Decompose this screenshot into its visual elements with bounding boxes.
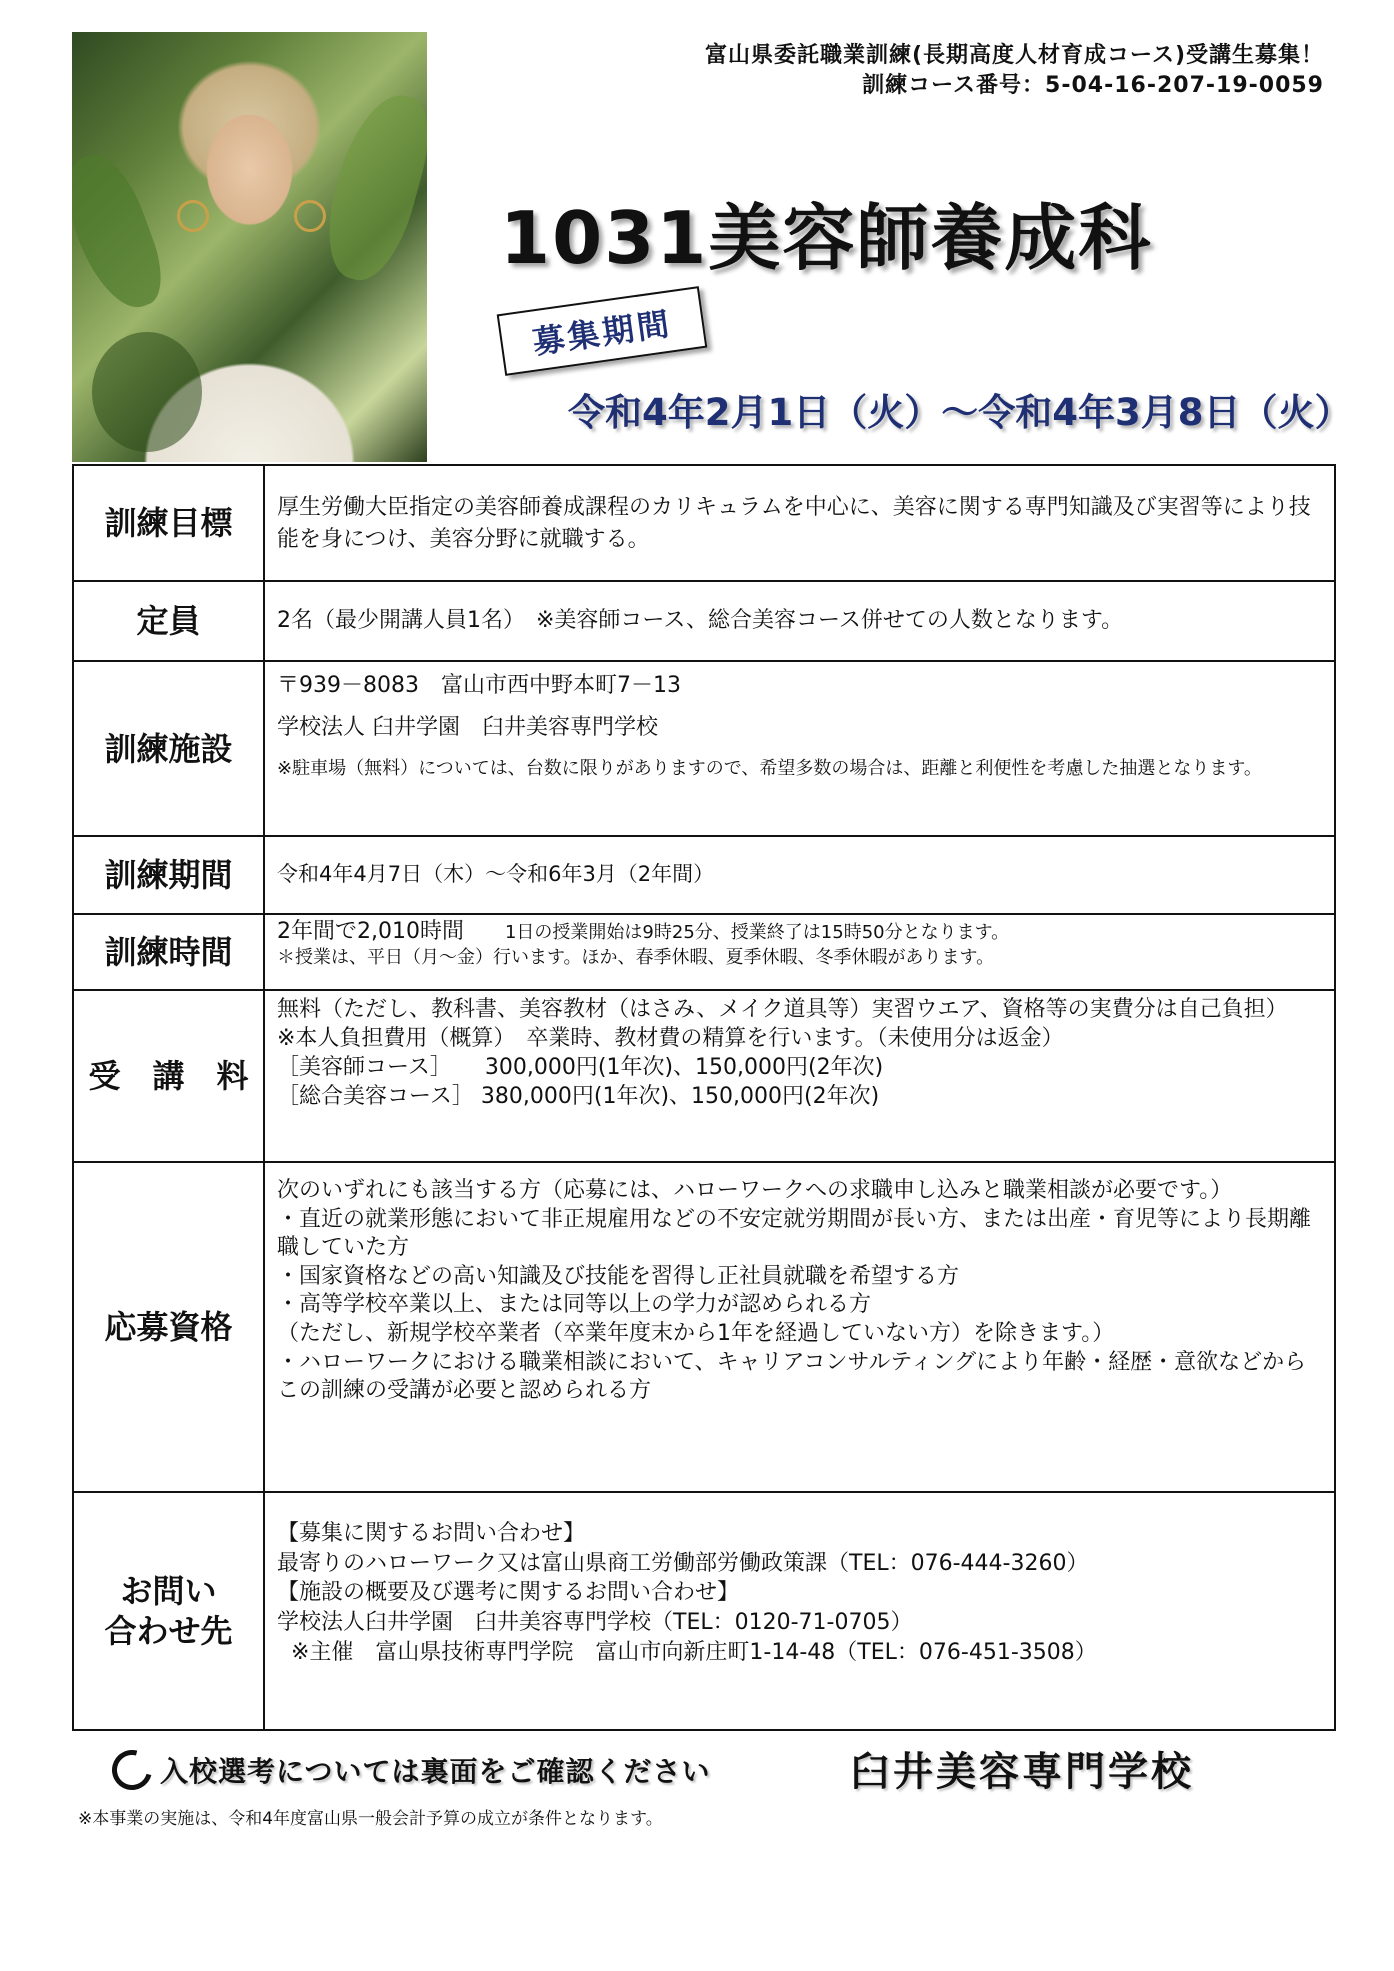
contact-line-3: ※主催 富山県技術専門学院 富山市向新庄町1-14-48（TEL：076-451-3508） [291,1639,1097,1665]
recruit-period: 令和4年2月1日（火）～令和4年3月8日（火） [568,391,1352,434]
course-title: 1031美容師養成科 [500,196,1153,280]
table-row [73,661,1335,836]
eligibility-item-2: ・国家資格などの高い知識及び技能を習得し正社員就職を希望する方 [277,1263,960,1289]
table-row [73,990,1335,1162]
leaf-shape [72,145,173,319]
budget-note: ※本事業の実施は、令和4年度富山県一般会計予算の成立が条件となります。 [78,1809,663,1829]
earring-shape [294,200,326,232]
hours-note: ＊授業は、平日（月～金）行います。ほか、春季休暇、夏季休暇、冬季休暇があります。 [277,947,995,969]
model-photo [72,32,427,462]
facility-note: ※駐車場（無料）については、台数に限りがありますので、希望多数の場合は、距離と利便性を考慮した抽選となります。 [277,757,1262,779]
table-row [73,1492,1335,1730]
recycle-arrow-icon [105,1743,160,1798]
row-content [264,1162,1335,1492]
leaf-shape [314,85,427,289]
table-row [73,581,1335,661]
row-label: 訓練目標 [73,465,264,581]
goal-text: 厚生労働大臣指定の美容師養成課程のカリキュラムを中心に、美容に関する専門知識及び実習等により技能を身につけ、美容分野に就職する。 [277,495,1311,552]
period-text: 令和4年4月7日（木）～令和6年3月（2年間） [277,862,715,887]
row-label [73,1492,264,1730]
row-label: 訓練期間 [73,836,264,914]
row-label: 受 講 料 [73,990,264,1162]
course-info-table [72,464,1336,1731]
leaf-shape [92,332,202,452]
facility-school: 学校法人 臼井学園 臼井美容専門学校 [277,714,658,740]
fee-line-2: ※本人負担費用（概算） 卒業時、教材費の精算を行います。（未使用分は返金） [277,1026,1064,1052]
eligibility-item-3-note: （ただし、新規学校卒業者（卒業年度末から1年を経過していない方）を除きます。） [277,1320,1115,1346]
table-row [73,1162,1335,1492]
row-label: 訓練時間 [73,914,264,990]
hours-daily: 1日の授業開始は9時25分、授業終了は15時50分となります。 [504,922,1010,943]
row-content [264,581,1335,661]
fee-line-3: ［美容師コース］ 300,000円(1年次)、150,000円(2年次) [277,1055,884,1081]
table-row [73,465,1335,581]
table-row [73,836,1335,914]
row-content [264,990,1335,1162]
earring-shape [177,200,209,232]
row-content [264,465,1335,581]
row-label: 応募資格 [73,1162,264,1492]
facility-address: 〒939－8083 富山市西中野本町7－13 [277,673,681,698]
eligibility-item-1: ・直近の就業形態において非正規雇用などの不安定就労期間が長い方、または出産・育児等により長期離職していた方 [277,1206,1312,1261]
school-name: 臼井美容専門学校 [850,1749,1194,1795]
row-label: 訓練施設 [73,661,264,836]
eligibility-item-3: ・高等学校卒業以上、または同等以上の学力が認められる方 [277,1292,872,1318]
row-content [264,836,1335,914]
contact-heading-1: 【募集に関するお問い合わせ】 [277,1521,586,1546]
row-label: 定員 [73,581,264,661]
row-content [264,1492,1335,1730]
fee-line-4: ［総合美容コース］ 380,000円(1年次)、150,000円(2年次) [277,1084,880,1110]
fee-line-1: 無料（ただし、教科書、美容教材（はさみ、メイク道具等）実習ウエア、資格等の実費分は自己負担） [277,997,1288,1022]
contact-label-1: お問い [120,1572,217,1610]
recruit-period-label: 募集期間 [497,286,708,376]
row-content [264,661,1335,836]
table-row [73,914,1335,990]
eligibility-intro: 次のいずれにも該当する方（応募には、ハローワークへの求職申し込みと職業相談が必要です。） [277,1178,1233,1203]
capacity-text: 2名（最少開講人員1名） ※美容師コース、総合美容コース併せての人数となります。 [277,608,1124,634]
footer-notice [112,1750,710,1790]
contact-label-2: 合わせ先 [104,1612,233,1650]
header-line-2: 訓練コース番号：5-04-16-207-19-0059 [862,73,1324,98]
contact-line-1: 最寄りのハローワーク又は富山県商工労働部労働政策課（TEL：076-444-3260） [277,1550,1089,1576]
eligibility-item-4: ・ハローワークにおける職業相談において、キャリアコンサルティングにより年齢・経歴・意欲などからこの訓練の受講が必要と認められる方 [277,1349,1307,1404]
contact-heading-2: 【施設の概要及び選考に関するお問い合わせ】 [277,1580,740,1606]
row-content [264,914,1335,990]
footer-notice-text: 入校選考については裏面をご確認ください [160,1755,711,1788]
hours-total: 2年間で2,010時間 [277,919,464,944]
header-line-1: 富山県委託職業訓練(長期高度人材育成コース)受講生募集！ [704,43,1324,68]
contact-line-2: 学校法人臼井学園 臼井美容専門学校（TEL：0120-71-0705） [277,1610,913,1636]
